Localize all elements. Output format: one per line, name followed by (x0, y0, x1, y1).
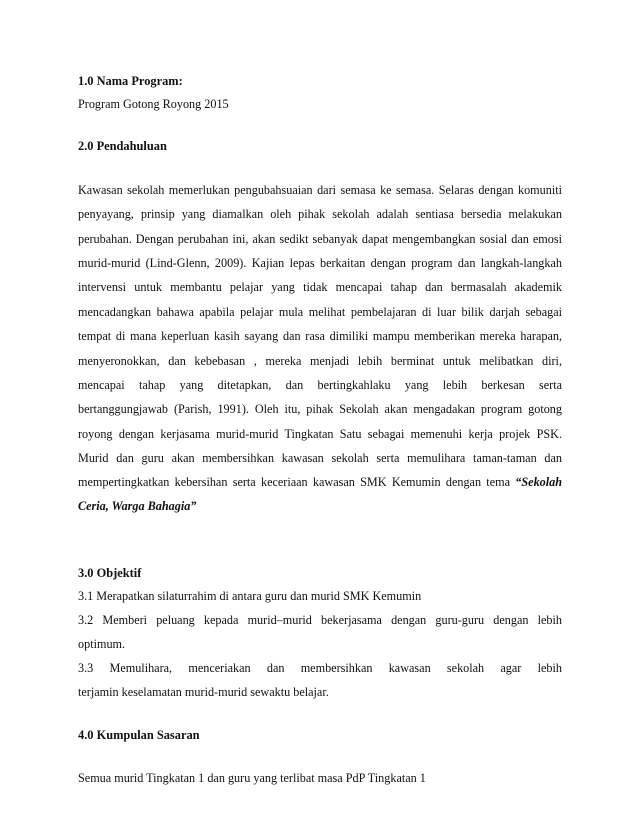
section-heading-objektif: 3.0 Objektif (78, 566, 142, 580)
objective-item-2: 3.2 Memberi peluang kepada murid–murid bekerjasama dengan guru-guru dengan lebih (78, 613, 562, 627)
paragraph-line: intervensi untuk membantu pelajar yang tidak mencapai tahap dan bermasalah akademik (78, 280, 562, 294)
paragraph-line: mencapai tahap yang ditetapkan, dan bertingkahlaku yang lebih berkesan serta (78, 378, 562, 392)
paragraph-line: tempat di mana keperluan kasih sayang dan rasa dimiliki mampu memberikan mereka harapan, (78, 329, 562, 343)
paragraph-line: murid-murid (Lind-Glenn, 2009). Kajian lepas berkaitan dengan program dan langkah-langkah (78, 256, 562, 270)
section-heading-kumpulan-sasaran: 4.0 Kumpulan Sasaran (78, 728, 200, 742)
objective-item-2-continued: optimum. (78, 637, 126, 651)
theme-text-continued: Ceria, Warga Bahagia” (78, 499, 197, 513)
theme-text: “Sekolah (515, 475, 563, 489)
objective-item-1: 3.1 Merapatkan silaturrahim di antara guru dan murid SMK Kemumin (78, 589, 422, 603)
paragraph-line: Kawasan sekolah memerlukan pengubahsuaian dari semasa ke semasa. Selaras dengan komuniti (78, 183, 562, 197)
objective-item-3: 3.3 Memulihara, menceriakan dan membersihkan kawasan sekolah agar lebih (78, 661, 562, 675)
objective-item-3-continued: terjamin keselamatan murid-murid sewaktu belajar. (78, 685, 329, 699)
paragraph-line: menyeronokkan, dan kebebasan , mereka menjadi lebih berminat untuk melibatkan diri, (78, 354, 562, 368)
section-heading-nama-program: 1.0 Nama Program: (78, 74, 183, 88)
section-heading-pendahuluan: 2.0 Pendahuluan (78, 139, 167, 153)
paragraph-line: royong dengan kerjasama murid-murid Tingkatan Satu sebagai memenuhi kerja projek PSK. (78, 427, 562, 441)
paragraph-line: perubahan. Dengan perubahan ini, akan sedikt sebanyak dapat mengembangkan sosial dan emosi (78, 232, 562, 246)
paragraph-line-theme (78, 475, 562, 490)
paragraph-line-prefix: mempertingkatkan kebersihan serta keceriaan kawasan SMK Kemumin dengan tema (78, 475, 510, 489)
paragraph-line: bertanggungjawab (Parish, 1991). Oleh itu, pihak Sekolah akan mengadakan program gotong (78, 402, 562, 416)
paragraph-line: Murid dan guru akan membersihkan kawasan sekolah serta memulihara taman-taman dan (78, 451, 562, 465)
paragraph-line: mencadangkan bahawa apabila pelajar mula melihat pembelajaran di luar bilik darjah sebagai (78, 305, 562, 319)
paragraph-line: penyayang, prinsip yang diamalkan oleh pihak sekolah adalah sentiasa bersedia melakukan (78, 207, 562, 221)
target-group-text: Semua murid Tingkatan 1 dan guru yang terlibat masa PdP Tingkatan 1 (78, 771, 426, 785)
program-name-text: Program Gotong Royong 2015 (78, 97, 229, 111)
